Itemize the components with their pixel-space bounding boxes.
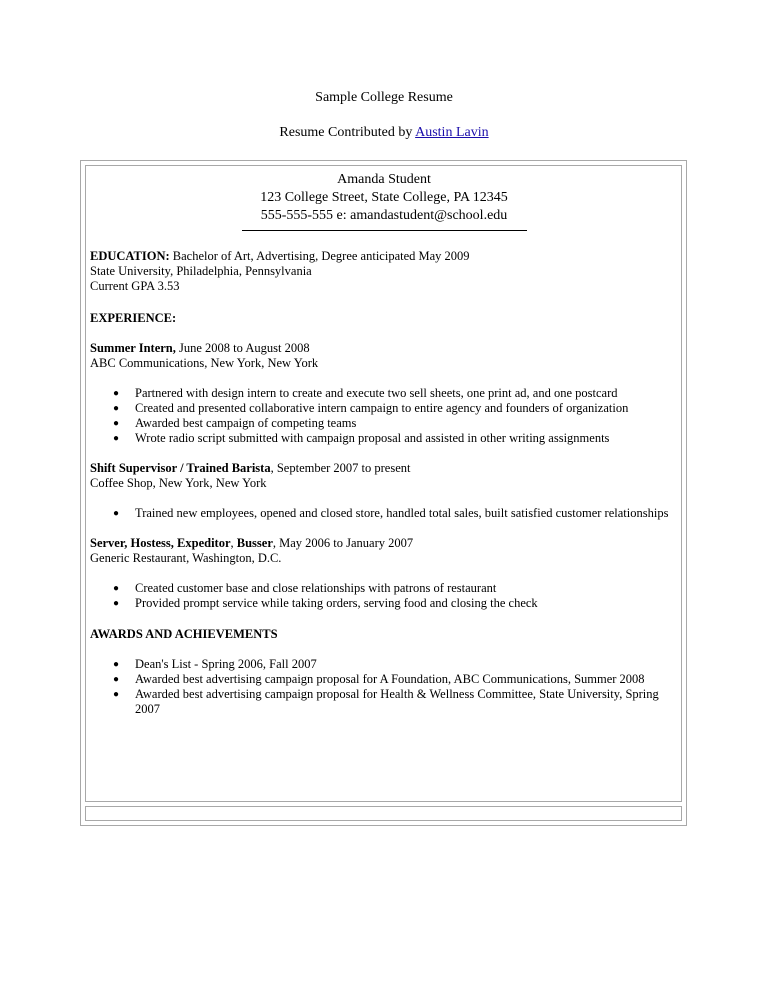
job-org: Generic Restaurant, Washington, D.C. — [90, 551, 282, 565]
bullet-icon: ● — [113, 508, 120, 519]
awards-heading: AWARDS AND ACHIEVEMENTS — [90, 627, 278, 641]
awards-list — [90, 657, 678, 717]
list-item — [113, 657, 678, 672]
job-entry — [90, 536, 678, 611]
list-item — [113, 401, 678, 416]
list-item-text: Created customer base and close relationships with patrons of restaurant — [135, 581, 497, 595]
education-degree-line — [90, 249, 678, 264]
header-rule — [242, 230, 527, 231]
education-label: EDUCATION: — [90, 249, 170, 263]
author-link[interactable]: Austin Lavin — [415, 125, 489, 140]
job-org: Coffee Shop, New York, New York — [90, 476, 267, 490]
candidate-address: 123 College Street, State College, PA 12345 — [260, 190, 508, 205]
job-dates: June 2008 to August 2008 — [175, 341, 310, 355]
education-gpa: Current GPA 3.53 — [90, 279, 180, 293]
job-bullets — [90, 506, 678, 521]
education-section — [90, 249, 678, 294]
job-org: ABC Communications, New York, New York — [90, 356, 319, 370]
job-title: Shift Supervisor / Trained Barista — [90, 461, 271, 475]
resume-bottom-strip — [85, 806, 682, 821]
candidate-contact: 555-555-555 e: amandastudent@school.edu — [260, 208, 508, 223]
job-title-line — [90, 461, 678, 476]
job-entry — [90, 461, 678, 521]
document-title: Sample College Resume — [315, 90, 453, 105]
list-item — [113, 687, 678, 717]
resume-content — [90, 171, 678, 717]
bullet-icon: ● — [113, 433, 120, 444]
bullet-icon: ● — [113, 388, 120, 399]
job-dates: , May 2006 to January 2007 — [272, 536, 414, 550]
list-item — [113, 581, 678, 596]
job-entry — [90, 341, 678, 446]
bullet-icon: ● — [113, 659, 120, 670]
list-item — [113, 506, 678, 521]
candidate-name: Amanda Student — [337, 172, 431, 187]
list-item-text: Created and presented collaborative intern campaign to entire agency and founders of organization — [135, 401, 629, 415]
list-item-text: Awarded best advertising campaign proposal for Health & Wellness Committee, State University, Spring 2007 — [135, 687, 659, 716]
bullet-icon: ● — [113, 674, 120, 685]
list-item-text: Awarded best advertising campaign proposal for A Foundation, ABC Communications, Summer 2008 — [135, 672, 645, 686]
bullet-icon: ● — [113, 689, 120, 700]
job-title: Summer Intern, — [90, 341, 176, 355]
list-item — [113, 672, 678, 687]
job-bullets — [90, 581, 678, 611]
list-item — [113, 416, 678, 431]
list-item — [113, 386, 678, 401]
list-item-text: Partnered with design intern to create and execute two sell sheets, one print ad, and one postcard — [135, 386, 618, 400]
list-item — [113, 596, 678, 611]
job-title: Server, Hostess, Expeditor — [90, 536, 231, 550]
list-item-text: Wrote radio script submitted with campaign proposal and assisted in other writing assignments — [135, 431, 610, 445]
bullet-icon: ● — [113, 598, 120, 609]
education-school: State University, Philadelphia, Pennsylvania — [90, 264, 312, 278]
contributor-line — [0, 125, 768, 141]
list-item-text: Awarded best campaign of competing teams — [135, 416, 357, 430]
bullet-icon: ● — [113, 583, 120, 594]
job-title-line — [90, 341, 678, 356]
job-title-b: Busser — [236, 536, 273, 550]
bullet-icon: ● — [113, 418, 120, 429]
job-title-line — [90, 536, 678, 551]
education-degree: Bachelor of Art, Advertising, Degree anticipated May 2009 — [169, 249, 470, 263]
list-item-text: Dean's List - Spring 2006, Fall 2007 — [135, 657, 317, 671]
contributor-prefix: Resume Contributed by — [279, 125, 416, 140]
bullet-icon: ● — [113, 403, 120, 414]
job-title-sep: , — [230, 536, 237, 550]
list-item — [113, 431, 678, 446]
job-dates: , September 2007 to present — [270, 461, 411, 475]
list-item-text: Trained new employees, opened and closed store, handled total sales, built satisfied customer relationships — [135, 506, 669, 520]
resume-header — [90, 171, 678, 231]
experience-heading: EXPERIENCE: — [90, 311, 177, 325]
job-bullets — [90, 386, 678, 446]
list-item-text: Provided prompt service while taking orders, serving food and closing the check — [135, 596, 538, 610]
